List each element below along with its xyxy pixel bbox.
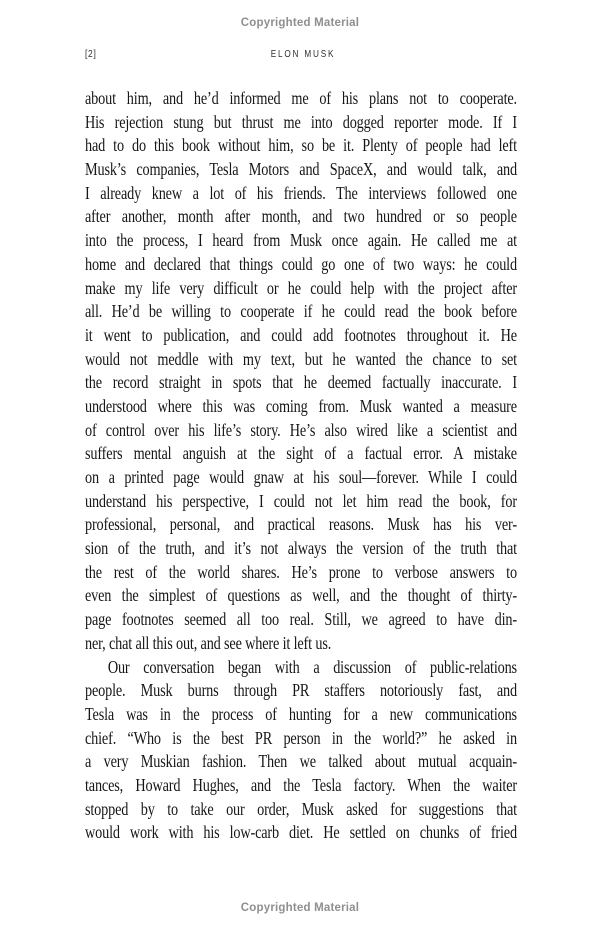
body-text-line: a very Muskian fashion. Then we talked about mutual acquain-	[85, 751, 517, 772]
page-number: [2]	[85, 49, 97, 60]
body-text-line: sion of the truth, and it’s not always the version of the truth that	[85, 538, 517, 559]
body-text-line: home and declared that things could go one of two ways: he could	[85, 253, 517, 274]
body-text-line: ner, chat all this out, and see where it left us.	[85, 632, 332, 653]
body-text-line: had to do this book without him, so be it. Plenty of people had left	[85, 135, 517, 156]
body-text-line: stopped by to take our order, Musk asked for suggestions that	[85, 798, 517, 819]
body-text-line: make my life very difficult or he could help with the project after	[85, 277, 517, 298]
body-text-line: the record straight in spots that he deemed factually inaccurate. I	[85, 372, 517, 393]
body-text-line: chief. “Who is the best PR person in the world?” he asked in	[85, 727, 517, 748]
running-header	[0, 48, 600, 62]
body-text-line: suffers mental anguish at the sight of a factual error. A mistake	[85, 443, 517, 464]
copyright-watermark-bottom: Copyrighted Material	[240, 902, 360, 914]
body-text-line: after another, month after month, and two hundred or so people	[85, 206, 517, 227]
body-text-line: even the simplest of questions as well, and the thought of thirty-	[85, 585, 517, 606]
body-text-line: would not meddle with my text, but he wanted the chance to set	[85, 348, 517, 369]
body-text-line: it went to publication, and could add footnotes throughout it. He	[85, 324, 517, 345]
body-text-line: the rest of the world shares. He’s prone to verbose answers to	[85, 561, 517, 582]
body-text-line: Musk’s companies, Tesla Motors and SpaceX, and would talk, and	[85, 159, 517, 180]
body-text-line: Tesla was in the process of hunting for a new communications	[85, 703, 517, 724]
body-text-line: His rejection stung but thrust me into dogged reporter mode. If I	[85, 111, 517, 132]
body-text	[85, 87, 517, 845]
running-header-title: ELON MUSK	[270, 49, 336, 60]
body-text-line: Our conversation began with a discussion of public-relations	[107, 656, 517, 677]
body-text-line: about him, and he’d informed me of his plans not to cooperate.	[85, 88, 517, 108]
copyright-watermark-top: Copyrighted Material	[240, 17, 360, 29]
body-text-line: people. Musk burns through PR staffers notoriously fast, and	[85, 680, 517, 701]
body-text-line: on a printed page would gnaw at his soul—forever. While I could	[85, 467, 517, 487]
body-text-line: understood where this was coming from. Musk wanted a measure	[85, 395, 517, 416]
body-text-line: of control over his life’s story. He’s also wired like a scientist and	[85, 419, 517, 440]
body-text-line: I already knew a lot of his friends. The interviews followed one	[85, 182, 517, 203]
body-text-line: understand his perspective, I could not let him read the book, for	[85, 490, 517, 511]
body-text-line: all. He’d be willing to cooperate if he could read the book before	[85, 301, 517, 322]
body-text-line: professional, personal, and practical reasons. Musk has his ver-	[85, 514, 517, 535]
body-text-line: page footnotes seemed all too real. Still, we agreed to have din-	[85, 609, 517, 630]
body-text-line: tances, Howard Hughes, and the Tesla factory. When the waiter	[85, 774, 517, 795]
body-text-line: would work with his low-carb diet. He settled on chunks of fried	[85, 822, 517, 843]
body-text-line: into the process, I heard from Musk once again. He called me at	[85, 230, 517, 251]
